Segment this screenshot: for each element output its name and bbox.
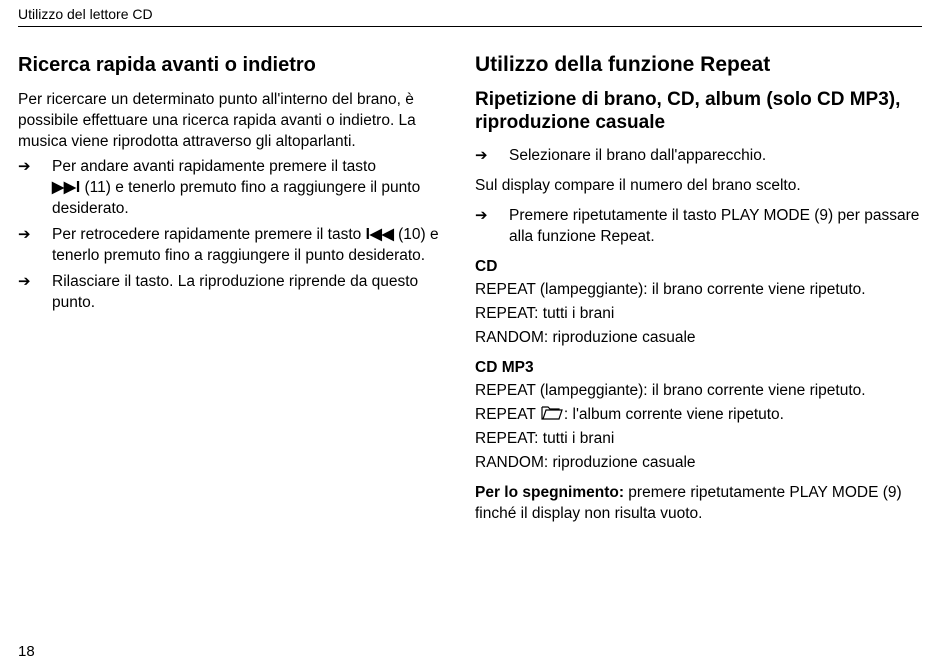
arrow-icon: ➔ [18, 273, 31, 290]
bullet-text: Premere ripetutamente il tasto PLAY MODE (9) per passare alla funzione Repeat. [509, 207, 920, 245]
bullet-fast-forward [18, 156, 463, 219]
mp3-line: REPEAT: tutti i brani [475, 430, 615, 447]
off-text: premere ripetutamente PLAY MODE (9) finché il display non risulta vuoto. [475, 484, 902, 522]
off-instruction [475, 482, 925, 524]
page-number: 18 [18, 643, 35, 660]
next-track-symbol: ▶▶I [52, 179, 81, 196]
prev-track-symbol: I◀◀ [365, 226, 394, 243]
right-column [475, 52, 925, 524]
mp3-line-album: REPEAT : l'album corrente viene ripetuto. [475, 406, 784, 423]
left-heading: Ricerca rapida avanti o indietro [18, 54, 316, 76]
off-label: Per lo spegnimento: [475, 484, 624, 501]
display-note: Sul display compare il numero del brano scelto. [475, 177, 801, 194]
cd-line: REPEAT (lampeggiante): il brano corrente viene ripetuto. [475, 281, 866, 298]
left-intro: Per ricercare un determinato punto all'interno del brano, è possibile effettuare una ricerca rapida avanti o indietro. La musica viene riprodotta attraverso gli altoparlanti. [18, 91, 416, 150]
cd-line: RANDOM: riproduzione casuale [475, 329, 696, 346]
bullet-text: Selezionare il brano dall'apparecchio. [509, 147, 767, 164]
header-rule [18, 26, 922, 27]
bullet-rewind [18, 224, 463, 266]
header-title: Utilizzo del lettore CD [18, 6, 153, 22]
mp3-line: RANDOM: riproduzione casuale [475, 454, 696, 471]
right-heading: Utilizzo della funzione Repeat [475, 53, 771, 76]
arrow-icon: ➔ [18, 226, 31, 243]
right-subheading: Ripetizione di brano, CD, album (solo CD MP3), riproduzione casuale [475, 89, 901, 133]
arrow-icon: ➔ [18, 158, 31, 175]
folder-icon [540, 404, 564, 421]
bullet-play-mode [475, 205, 925, 247]
arrow-icon: ➔ [475, 207, 488, 224]
bullet-select-track [475, 145, 925, 166]
bullet-text: Rilasciare il tasto. La riproduzione riprende da questo punto. [52, 273, 419, 311]
cd-label: CD [475, 258, 498, 275]
bullet-text: Per retrocedere rapidamente premere il tasto I◀◀ (10) e tenerlo premuto fino a raggiungere il punto desiderato. [52, 226, 439, 264]
bullet-release [18, 271, 463, 313]
mp3-line: REPEAT (lampeggiante): il brano corrente viene ripetuto. [475, 382, 866, 399]
bullet-text: Per andare avanti rapidamente premere il tasto ▶▶I (11) e tenerlo premuto fino a raggiungere il punto desiderato. [52, 158, 421, 217]
arrow-icon: ➔ [475, 147, 488, 164]
left-column [18, 52, 463, 313]
cd-line: REPEAT: tutti i brani [475, 305, 615, 322]
mp3-label: CD MP3 [475, 359, 534, 376]
